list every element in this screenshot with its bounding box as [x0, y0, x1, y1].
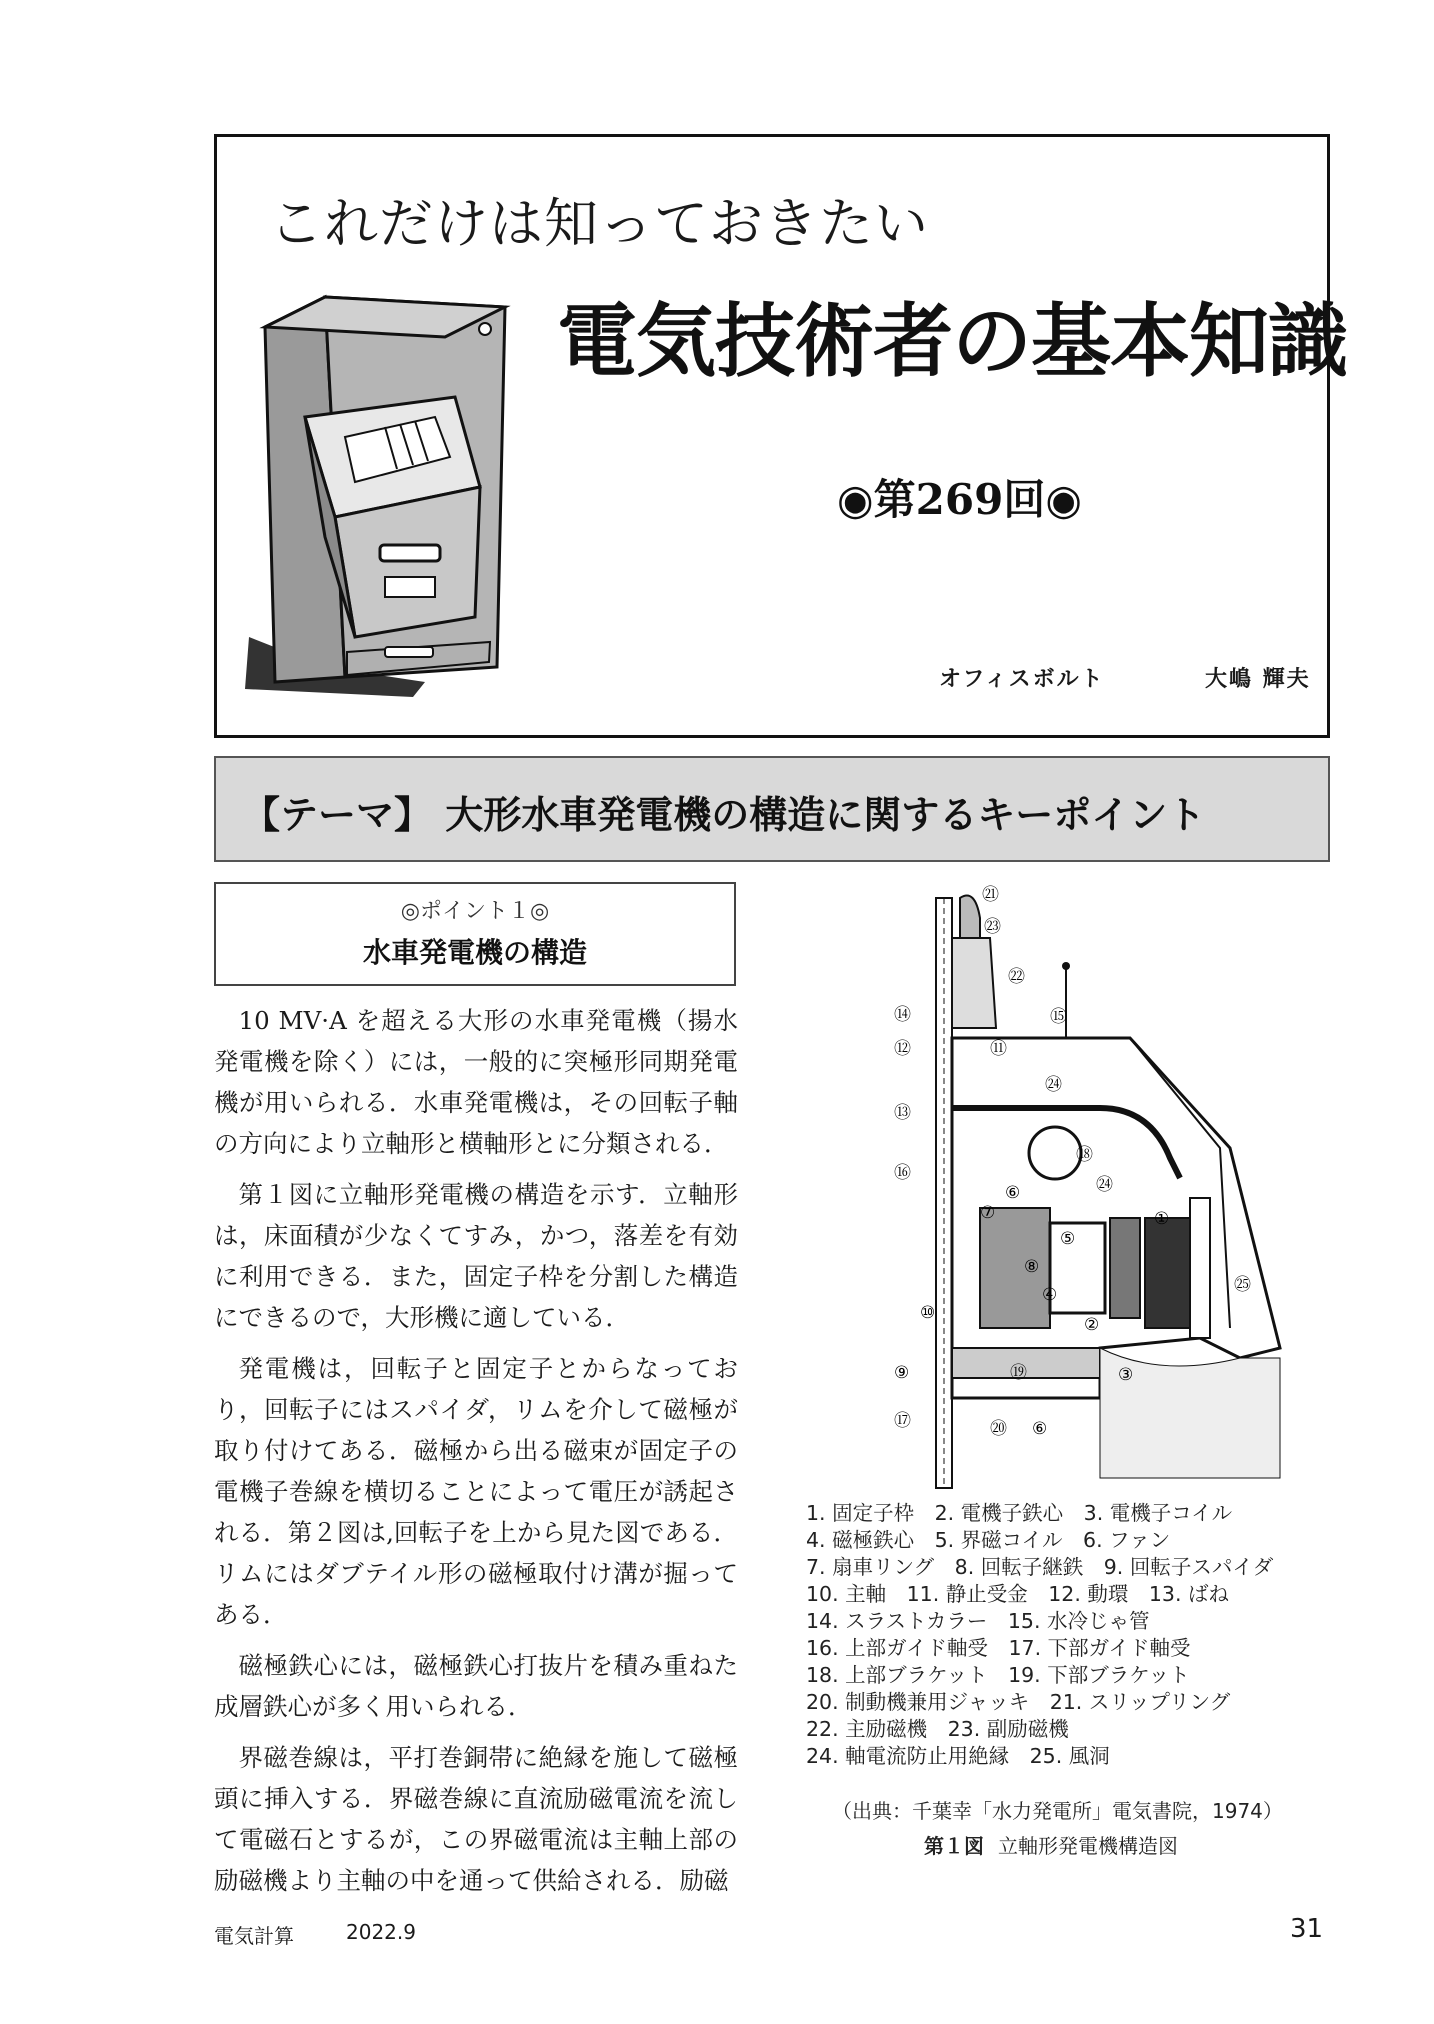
footer-date: 2022.9	[346, 1920, 416, 1944]
page-number: 31	[1290, 1914, 1324, 1944]
figure-source: （出典：千葉幸「水力発電所」電気書院，1974）	[832, 1799, 1283, 1823]
paragraph: 10 MV·A を超える大形の水車発電機（揚水発電機を除く）には，一般的に突極形同期発電機が用いられる．水車発電機は，その回転子軸の方向により立軸形と横軸形とに分類される．	[214, 1006, 738, 1158]
series-title: 電気技術者の基本知識	[557, 295, 1347, 388]
figure-label: ㉒	[1008, 967, 1025, 987]
figure-label: ㉓	[984, 917, 1001, 937]
figure-label: ⑦	[980, 1203, 996, 1223]
paragraph: 発電機は，回転子と固定子とからなっており，回転子にはスパイダ，リムを介して磁極が取り付けてある．磁極から出る磁束が固定子の電機子巻線を横切ることによって電圧が誘起される．第２図は,回転子を上から見た図である．リムにはダブテイル形の磁極取付け溝が掘ってある．	[214, 1354, 738, 1629]
point-label: ◎ポイント１◎	[400, 899, 550, 924]
figure-label: ㉕	[1234, 1275, 1251, 1295]
paragraph: 第１図に立軸形発電機の構造を示す．立軸形は，床面積が少なくてすみ，かつ，落差を有効に利用できる．また，固定子枠を分割した構造にできるので，大形機に適している．	[214, 1180, 738, 1332]
figure-label: ④	[1042, 1285, 1058, 1305]
figure-number: 第１図	[924, 1834, 984, 1858]
file-cabinet-icon	[235, 287, 535, 707]
figure-label: ⑤	[1060, 1229, 1076, 1249]
theme-bar	[214, 756, 1330, 862]
figure-label: ⑧	[1024, 1257, 1040, 1277]
figure-label: ⑯	[894, 1163, 911, 1183]
generator-structure-diagram	[894, 878, 1300, 1488]
figure-label: ②	[1084, 1315, 1100, 1335]
figure-label: ⑪	[990, 1039, 1007, 1059]
series-kicker: これだけは知っておきたい	[269, 192, 929, 255]
figure-label: ①	[1154, 1209, 1170, 1229]
figure-label: ⑳	[990, 1419, 1007, 1439]
legend-line: 24. 軸電流防止用絶縁 25. 風洞	[806, 1744, 1110, 1768]
figure-label: ㉔	[1096, 1175, 1113, 1195]
author-organization: オフィスボルト	[939, 667, 1105, 692]
legend-line: 20. 制動機兼用ジャッキ 21. スリップリング	[806, 1690, 1231, 1714]
figure-label: ⑲	[1010, 1363, 1027, 1383]
theme-heading: 【テーマ】 大形水車発電機の構造に関するキーポイント	[242, 793, 1206, 837]
figure-label: ⑩	[920, 1303, 936, 1323]
figure-caption	[924, 1830, 1178, 1859]
figure-label: ㉔	[1045, 1075, 1062, 1095]
author-name: 大嶋 輝夫	[1205, 667, 1311, 692]
figure-label: ⑮	[1050, 1007, 1067, 1027]
paragraph: 磁極鉄心には，磁極鉄心打抜片を積み重ねた成層鉄心が多く用いられる．	[214, 1651, 738, 1721]
legend-line: 1. 固定子枠 2. 電機子鉄心 3. 電機子コイル	[806, 1501, 1233, 1525]
legend-line: 18. 上部ブラケット 19. 下部ブラケット	[806, 1663, 1190, 1687]
figure-label: ③	[1118, 1365, 1134, 1385]
figure-legend	[806, 1500, 1346, 1770]
figure-label: ⑱	[1076, 1145, 1093, 1165]
figure-label: ⑥	[1005, 1183, 1021, 1203]
legend-line: 14. スラストカラー 15. 水冷じゃ管	[806, 1609, 1150, 1633]
legend-line: 16. 上部ガイド軸受 17. 下部ガイド軸受	[806, 1636, 1191, 1660]
legend-line: 4. 磁極鉄心 5. 界磁コイル 6. ファン	[806, 1528, 1171, 1552]
body-text	[214, 1000, 738, 1911]
figure-label: ⑰	[894, 1411, 911, 1431]
point-box	[214, 882, 736, 986]
figure-label: ⑭	[894, 1005, 911, 1025]
header-box	[214, 134, 1347, 738]
figure-label: ⑨	[894, 1363, 910, 1383]
figure-label: ⑫	[894, 1039, 911, 1059]
issue-number: ◉第269回◉	[837, 475, 1082, 524]
legend-line: 22. 主励磁機 23. 副励磁機	[806, 1717, 1069, 1741]
legend-line: 10. 主軸 11. 静止受金 12. 動環 13. ばね	[806, 1582, 1229, 1606]
figure-label: ⑥	[1032, 1419, 1048, 1439]
legend-line: 7. 扇車リング 8. 回転子継鉄 9. 回転子スパイダ	[806, 1555, 1274, 1579]
figure-caption-text: 立軸形発電機構造図	[998, 1834, 1178, 1858]
footer-magazine: 電気計算	[214, 1924, 294, 1948]
figure-label: ㉑	[982, 885, 999, 905]
figure-label: ⑬	[894, 1103, 911, 1123]
point-title: 水車発電機の構造	[362, 936, 587, 969]
paragraph: 界磁巻線は，平打巻銅帯に絶縁を施して磁極頭に挿入する．界磁巻線に直流励磁電流を流して電磁石とするが，この界磁電流は主軸上部の励磁機より主軸の中を通って供給される．励磁	[214, 1743, 738, 1895]
